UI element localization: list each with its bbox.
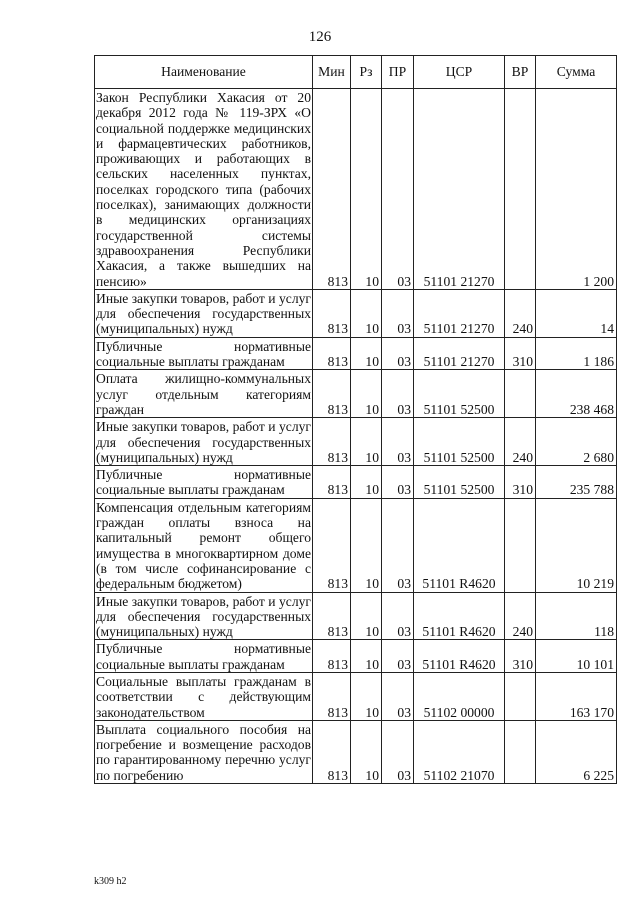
cell-pr: 03 (382, 466, 414, 499)
table-row (95, 466, 617, 499)
cell-sum: 1 186 (536, 337, 617, 370)
cell-min: 813 (313, 640, 351, 673)
cell-min: 813 (313, 337, 351, 370)
cell-rz: 10 (351, 370, 382, 418)
cell-min: 813 (313, 672, 351, 720)
cell-sum: 6 225 (536, 720, 617, 783)
cell-sum: 118 (536, 592, 617, 640)
cell-csr: 51101 21270 (414, 337, 505, 370)
cell-name: Публичные нормативные социальные выплаты гражданам (96, 641, 311, 672)
cell-rz: 10 (351, 466, 382, 499)
cell-name: Публичные нормативные социальные выплаты гражданам (96, 338, 311, 370)
cell-csr: 51101 52500 (414, 418, 505, 466)
cell-name: Закон Республики Хакасия от 20 декабря 2012 года № 119-ЗРХ «О социальной поддержке медицинских и фармацевтических работников, проживающих и работающих в сельских населенных пунктах, поселках городского типа (рабочих поселках), занимающих должности в медицинских организациях государственной системы здравоохранения Республики Хакасия, а также вышедших на пенсию» (96, 90, 311, 289)
page-number: 126 (308, 29, 332, 45)
cell-pr: 03 (382, 337, 414, 370)
header-pr: ПР (382, 56, 414, 89)
cell-csr: 51101 R4620 (414, 592, 505, 640)
footer-code: k309 h2 (94, 876, 127, 887)
cell-csr: 51101 R4620 (414, 640, 505, 673)
cell-vr: 240 (505, 592, 536, 640)
table-row (95, 418, 617, 466)
cell-sum: 163 170 (536, 672, 617, 720)
header-vr: ВР (505, 56, 536, 89)
table-row (95, 498, 617, 592)
cell-sum: 1 200 (536, 89, 617, 290)
cell-vr (505, 672, 536, 720)
cell-sum: 10 219 (536, 498, 617, 592)
cell-rz: 10 (351, 672, 382, 720)
cell-min: 813 (313, 418, 351, 466)
cell-vr: 310 (505, 466, 536, 499)
cell-rz: 10 (351, 720, 382, 783)
cell-sum: 10 101 (536, 640, 617, 673)
cell-pr: 03 (382, 720, 414, 783)
table-row (95, 289, 617, 337)
cell-name: Выплата социального пособия на погребение и возмещение расходов по гарантированному перечню услуг по погребению (96, 721, 311, 783)
cell-sum: 235 788 (536, 466, 617, 499)
cell-rz: 10 (351, 418, 382, 466)
table-row (95, 89, 617, 290)
cell-sum: 238 468 (536, 370, 617, 418)
cell-csr: 51101 21270 (414, 289, 505, 337)
cell-min: 813 (313, 720, 351, 783)
cell-pr: 03 (382, 418, 414, 466)
cell-pr: 03 (382, 640, 414, 673)
cell-min: 813 (313, 592, 351, 640)
cell-pr: 03 (382, 498, 414, 592)
cell-vr (505, 720, 536, 783)
header-min: Мин (313, 56, 351, 89)
cell-name: Компенсация отдельным категориям граждан оплаты взноса на капитальный ремонт общего имущества в многоквартирном доме (в том числе софинансирование с федеральным бюджетом) (96, 499, 311, 592)
cell-vr (505, 370, 536, 418)
budget-table (94, 55, 617, 784)
cell-csr: 51101 21270 (414, 89, 505, 290)
cell-min: 813 (313, 289, 351, 337)
cell-vr (505, 89, 536, 290)
cell-name: Публичные нормативные социальные выплаты гражданам (96, 467, 311, 498)
cell-name: Иные закупки товаров, работ и услуг для обеспечения государственных (муниципальных) нужд (96, 593, 311, 640)
cell-rz: 10 (351, 289, 382, 337)
cell-pr: 03 (382, 370, 414, 418)
cell-name: Социальные выплаты гражданам в соответствии с действующим законодательством (96, 673, 311, 720)
cell-vr: 310 (505, 337, 536, 370)
table-row (95, 672, 617, 720)
cell-pr: 03 (382, 89, 414, 290)
cell-min: 813 (313, 370, 351, 418)
table-row (95, 337, 617, 370)
cell-csr: 51101 52500 (414, 466, 505, 499)
cell-rz: 10 (351, 592, 382, 640)
cell-pr: 03 (382, 289, 414, 337)
cell-vr: 310 (505, 640, 536, 673)
cell-sum: 2 680 (536, 418, 617, 466)
cell-csr: 51101 R4620 (414, 498, 505, 592)
cell-min: 813 (313, 466, 351, 499)
cell-min: 813 (313, 89, 351, 290)
table-body (95, 89, 617, 784)
cell-rz: 10 (351, 337, 382, 370)
cell-csr: 51102 00000 (414, 672, 505, 720)
cell-vr: 240 (505, 289, 536, 337)
header-sum: Сумма (536, 56, 617, 89)
cell-rz: 10 (351, 498, 382, 592)
header-name: Наименование (95, 56, 313, 89)
cell-pr: 03 (382, 672, 414, 720)
table-row (95, 370, 617, 418)
table-row (95, 592, 617, 640)
cell-rz: 10 (351, 640, 382, 673)
cell-min: 813 (313, 498, 351, 592)
header-csr: ЦСР (414, 56, 505, 89)
cell-csr: 51101 52500 (414, 370, 505, 418)
cell-name: Иные закупки товаров, работ и услуг для обеспечения государственных (муниципальных) нужд (96, 290, 311, 337)
cell-vr (505, 498, 536, 592)
table-row (95, 640, 617, 673)
cell-rz: 10 (351, 89, 382, 290)
cell-name: Иные закупки товаров, работ и услуг для обеспечения государственных (муниципальных) нужд (96, 419, 311, 465)
cell-name: Оплата жилищно-коммунальных услуг отдельным категориям граждан (96, 371, 311, 417)
cell-vr: 240 (505, 418, 536, 466)
cell-sum: 14 (536, 289, 617, 337)
header-rz: Рз (351, 56, 382, 89)
table-header-row (95, 56, 617, 89)
table-row (95, 720, 617, 783)
cell-csr: 51102 21070 (414, 720, 505, 783)
cell-pr: 03 (382, 592, 414, 640)
